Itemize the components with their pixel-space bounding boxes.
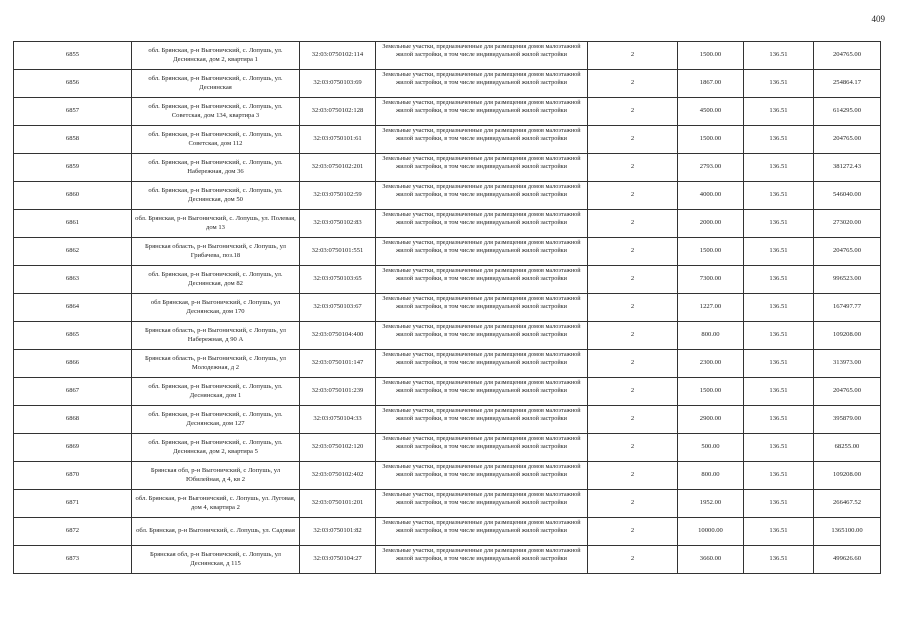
group-cell: 2 <box>588 154 678 182</box>
cadastral-number-cell: 32:03:0750101:82 <box>300 518 376 546</box>
land-use-cell: Земельные участки, предназначенные для размещения домов малоэтажной жилой застройки, в том числе индивидуальной жилой застройки <box>376 210 588 238</box>
specific-value-cell: 136.51 <box>744 350 814 378</box>
area-cell: 1500.00 <box>678 42 744 70</box>
land-use-cell: Земельные участки, предназначенные для размещения домов малоэтажной жилой застройки, в том числе индивидуальной жилой застройки <box>376 378 588 406</box>
address-cell: обл. Брянская, р-н Выгоничский, с. Лопушь, ул. Садовая <box>132 518 300 546</box>
land-use-cell: Земельные участки, предназначенные для размещения домов малоэтажной жилой застройки, в том числе индивидуальной жилой застройки <box>376 546 588 574</box>
land-use-cell: Земельные участки, предназначенные для размещения домов малоэтажной жилой застройки, в том числе индивидуальной жилой застройки <box>376 98 588 126</box>
address-cell: обл. Брянская, р-н Выгоничский, с. Лопушь, ул. Деснянская, дом 2, квартира 1 <box>132 42 300 70</box>
specific-value-cell: 136.51 <box>744 406 814 434</box>
specific-value-cell: 136.51 <box>744 210 814 238</box>
row-number-cell: 6863 <box>14 266 132 294</box>
address-cell: обл. Брянская, р-н Выгоничский, с. Лопушь, ул. Деснянская <box>132 70 300 98</box>
address-cell: обл. Брянская, р-н Выгоничский, с. Лопушь, ул. Деснянская, дом 50 <box>132 182 300 210</box>
specific-value-cell: 136.51 <box>744 98 814 126</box>
table-row <box>14 70 881 98</box>
row-number-cell: 6864 <box>14 294 132 322</box>
address-cell: обл. Брянская, р-н Выгоничский, с. Лопушь, ул. Советская, дом 112 <box>132 126 300 154</box>
specific-value-cell: 136.51 <box>744 266 814 294</box>
area-cell: 1227.00 <box>678 294 744 322</box>
cadastral-value-cell: 109208.00 <box>814 322 881 350</box>
area-cell: 4500.00 <box>678 98 744 126</box>
land-use-cell: Земельные участки, предназначенные для размещения домов малоэтажной жилой застройки, в том числе индивидуальной жилой застройки <box>376 70 588 98</box>
table-row <box>14 42 881 70</box>
specific-value-cell: 136.51 <box>744 182 814 210</box>
area-cell: 10000.00 <box>678 518 744 546</box>
group-cell: 2 <box>588 266 678 294</box>
address-cell: обл. Брянская, р-н Выгоничский, с. Лопушь, ул. Советская, дом 134, квартира 3 <box>132 98 300 126</box>
row-number-cell: 6862 <box>14 238 132 266</box>
area-cell: 1500.00 <box>678 126 744 154</box>
cadastral-value-cell: 68255.00 <box>814 434 881 462</box>
row-number-cell: 6855 <box>14 42 132 70</box>
cadastral-value-cell: 204765.00 <box>814 126 881 154</box>
address-cell: Брянская область, р-н Выгоничский, с Лопушь, ул Набережная, д 90 А <box>132 322 300 350</box>
specific-value-cell: 136.51 <box>744 154 814 182</box>
specific-value-cell: 136.51 <box>744 378 814 406</box>
area-cell: 4000.00 <box>678 182 744 210</box>
row-number-cell: 6870 <box>14 462 132 490</box>
group-cell: 2 <box>588 518 678 546</box>
specific-value-cell: 136.51 <box>744 238 814 266</box>
group-cell: 2 <box>588 42 678 70</box>
specific-value-cell: 136.51 <box>744 42 814 70</box>
cadastral-value-cell: 313973.00 <box>814 350 881 378</box>
table-row <box>14 322 881 350</box>
group-cell: 2 <box>588 182 678 210</box>
table-row <box>14 266 881 294</box>
land-use-cell: Земельные участки, предназначенные для размещения домов малоэтажной жилой застройки, в том числе индивидуальной жилой застройки <box>376 294 588 322</box>
group-cell: 2 <box>588 434 678 462</box>
cadastral-value-cell: 266467.52 <box>814 490 881 518</box>
group-cell: 2 <box>588 490 678 518</box>
table-row <box>14 294 881 322</box>
area-cell: 500.00 <box>678 434 744 462</box>
address-cell: обл. Брянская, р-н Выгоничский, с. Лопушь, ул. Луговая, дом 4, квартира 2 <box>132 490 300 518</box>
specific-value-cell: 136.51 <box>744 434 814 462</box>
row-number-cell: 6857 <box>14 98 132 126</box>
land-use-cell: Земельные участки, предназначенные для размещения домов малоэтажной жилой застройки, в том числе индивидуальной жилой застройки <box>376 154 588 182</box>
area-cell: 1500.00 <box>678 378 744 406</box>
land-use-cell: Земельные участки, предназначенные для размещения домов малоэтажной жилой застройки, в том числе индивидуальной жилой застройки <box>376 126 588 154</box>
area-cell: 2300.00 <box>678 350 744 378</box>
land-use-cell: Земельные участки, предназначенные для размещения домов малоэтажной жилой застройки, в том числе индивидуальной жилой застройки <box>376 518 588 546</box>
group-cell: 2 <box>588 350 678 378</box>
cadastral-value-cell: 381272.43 <box>814 154 881 182</box>
address-cell: обл. Брянская, р-н Выгоничский, с. Лопушь, ул. Деснянская, дом 82 <box>132 266 300 294</box>
cadastral-value-cell: 273020.00 <box>814 210 881 238</box>
area-cell: 800.00 <box>678 322 744 350</box>
table-row <box>14 98 881 126</box>
address-cell: обл Брянская, р-н Выгоничский, с Лопушь, ул Деснянская, дом 170 <box>132 294 300 322</box>
cadastral-number-cell: 32:03:0750102:59 <box>300 182 376 210</box>
group-cell: 2 <box>588 322 678 350</box>
row-number-cell: 6859 <box>14 154 132 182</box>
group-cell: 2 <box>588 294 678 322</box>
address-cell: Брянская область, р-н Выгоничский, с Лопушь, ул Молодежная, д 2 <box>132 350 300 378</box>
address-cell: обл. Брянская, р-н Выгоничский, с. Лопушь, ул. Деснянская, дом 127 <box>132 406 300 434</box>
table-row <box>14 154 881 182</box>
row-number-cell: 6865 <box>14 322 132 350</box>
table-row <box>14 434 881 462</box>
group-cell: 2 <box>588 462 678 490</box>
cadastral-value-cell: 614295.00 <box>814 98 881 126</box>
table-row <box>14 546 881 574</box>
specific-value-cell: 136.51 <box>744 322 814 350</box>
land-use-cell: Земельные участки, предназначенные для размещения домов малоэтажной жилой застройки, в том числе индивидуальной жилой застройки <box>376 42 588 70</box>
group-cell: 2 <box>588 378 678 406</box>
cadastral-number-cell: 32:03:0750103:65 <box>300 266 376 294</box>
cadastral-number-cell: 32:03:0750101:61 <box>300 126 376 154</box>
cadastral-value-cell: 204765.00 <box>814 238 881 266</box>
table-row <box>14 350 881 378</box>
address-cell: обл. Брянская, р-н Выгоничский, с. Лопушь, ул. Деснянская, дом 2, квартира 5 <box>132 434 300 462</box>
cadastral-value-cell: 254864.17 <box>814 70 881 98</box>
address-cell: обл. Брянская, р-н Выгоничский, с. Лопушь, ул. Деснянская, дом 1 <box>132 378 300 406</box>
table-row <box>14 378 881 406</box>
land-use-cell: Земельные участки, предназначенные для размещения домов малоэтажной жилой застройки, в том числе индивидуальной жилой застройки <box>376 350 588 378</box>
row-number-cell: 6869 <box>14 434 132 462</box>
land-use-cell: Земельные участки, предназначенные для размещения домов малоэтажной жилой застройки, в том числе индивидуальной жилой застройки <box>376 462 588 490</box>
land-parcels-table <box>13 41 881 574</box>
table-body <box>14 42 881 574</box>
area-cell: 1867.00 <box>678 70 744 98</box>
specific-value-cell: 136.51 <box>744 294 814 322</box>
land-use-cell: Земельные участки, предназначенные для размещения домов малоэтажной жилой застройки, в том числе индивидуальной жилой застройки <box>376 266 588 294</box>
address-cell: Брянская обл, р-н Выгоничский, с Лопушь, ул Юбилейная, д 4, кв 2 <box>132 462 300 490</box>
table-row <box>14 126 881 154</box>
cadastral-number-cell: 32:03:0750104:33 <box>300 406 376 434</box>
cadastral-value-cell: 1365100.00 <box>814 518 881 546</box>
area-cell: 7300.00 <box>678 266 744 294</box>
area-cell: 2000.00 <box>678 210 744 238</box>
cadastral-number-cell: 32:03:0750102:201 <box>300 154 376 182</box>
specific-value-cell: 136.51 <box>744 126 814 154</box>
group-cell: 2 <box>588 98 678 126</box>
area-cell: 1952.00 <box>678 490 744 518</box>
cadastral-number-cell: 32:03:0750102:402 <box>300 462 376 490</box>
cadastral-number-cell: 32:03:0750104:27 <box>300 546 376 574</box>
cadastral-number-cell: 32:03:0750102:120 <box>300 434 376 462</box>
area-cell: 800.00 <box>678 462 744 490</box>
cadastral-number-cell: 32:03:0750102:114 <box>300 42 376 70</box>
row-number-cell: 6867 <box>14 378 132 406</box>
cadastral-value-cell: 996523.00 <box>814 266 881 294</box>
table-row <box>14 406 881 434</box>
cadastral-number-cell: 32:03:0750104:400 <box>300 322 376 350</box>
specific-value-cell: 136.51 <box>744 462 814 490</box>
table-row <box>14 518 881 546</box>
cadastral-value-cell: 204765.00 <box>814 378 881 406</box>
address-cell: обл. Брянская, р-н Выгоничский, с. Лопушь, ул. Набережная, дом 36 <box>132 154 300 182</box>
table-row <box>14 182 881 210</box>
land-use-cell: Земельные участки, предназначенные для размещения домов малоэтажной жилой застройки, в том числе индивидуальной жилой застройки <box>376 238 588 266</box>
group-cell: 2 <box>588 406 678 434</box>
area-cell: 2900.00 <box>678 406 744 434</box>
cadastral-number-cell: 32:03:0750101:239 <box>300 378 376 406</box>
row-number-cell: 6868 <box>14 406 132 434</box>
row-number-cell: 6872 <box>14 518 132 546</box>
address-cell: Брянская область, р-н Выгоничский, с Лопушь, ул Грибачева, поз.18 <box>132 238 300 266</box>
table-row <box>14 210 881 238</box>
address-cell: Брянская обл, р-н Выгоничский, с. Лопушь, ул Деснянская, д 115 <box>132 546 300 574</box>
group-cell: 2 <box>588 126 678 154</box>
address-cell: обл. Брянская, р-н Выгоничский, с. Лопушь, ул. Полевая, дом 13 <box>132 210 300 238</box>
cadastral-value-cell: 395879.00 <box>814 406 881 434</box>
land-use-cell: Земельные участки, предназначенные для размещения домов малоэтажной жилой застройки, в том числе индивидуальной жилой застройки <box>376 182 588 210</box>
land-use-cell: Земельные участки, предназначенные для размещения домов малоэтажной жилой застройки, в том числе индивидуальной жилой застройки <box>376 490 588 518</box>
row-number-cell: 6858 <box>14 126 132 154</box>
group-cell: 2 <box>588 238 678 266</box>
table-row <box>14 490 881 518</box>
cadastral-value-cell: 167497.77 <box>814 294 881 322</box>
row-number-cell: 6873 <box>14 546 132 574</box>
cadastral-value-cell: 546040.00 <box>814 182 881 210</box>
specific-value-cell: 136.51 <box>744 546 814 574</box>
specific-value-cell: 136.51 <box>744 518 814 546</box>
row-number-cell: 6866 <box>14 350 132 378</box>
cadastral-value-cell: 109208.00 <box>814 462 881 490</box>
row-number-cell: 6871 <box>14 490 132 518</box>
land-use-cell: Земельные участки, предназначенные для размещения домов малоэтажной жилой застройки, в том числе индивидуальной жилой застройки <box>376 322 588 350</box>
specific-value-cell: 136.51 <box>744 490 814 518</box>
land-use-cell: Земельные участки, предназначенные для размещения домов малоэтажной жилой застройки, в том числе индивидуальной жилой застройки <box>376 406 588 434</box>
specific-value-cell: 136.51 <box>744 70 814 98</box>
cadastral-number-cell: 32:03:0750103:67 <box>300 294 376 322</box>
cadastral-number-cell: 32:03:0750102:83 <box>300 210 376 238</box>
land-use-cell: Земельные участки, предназначенные для размещения домов малоэтажной жилой застройки, в том числе индивидуальной жилой застройки <box>376 434 588 462</box>
area-cell: 2793.00 <box>678 154 744 182</box>
cadastral-number-cell: 32:03:0750101:551 <box>300 238 376 266</box>
area-cell: 3660.00 <box>678 546 744 574</box>
table-row <box>14 462 881 490</box>
cadastral-value-cell: 499626.60 <box>814 546 881 574</box>
group-cell: 2 <box>588 546 678 574</box>
cadastral-number-cell: 32:03:0750101:201 <box>300 490 376 518</box>
table-row <box>14 238 881 266</box>
row-number-cell: 6856 <box>14 70 132 98</box>
area-cell: 1500.00 <box>678 238 744 266</box>
cadastral-number-cell: 32:03:0750101:147 <box>300 350 376 378</box>
row-number-cell: 6861 <box>14 210 132 238</box>
group-cell: 2 <box>588 210 678 238</box>
page-number: 409 <box>871 14 885 24</box>
group-cell: 2 <box>588 70 678 98</box>
row-number-cell: 6860 <box>14 182 132 210</box>
cadastral-number-cell: 32:03:0750103:69 <box>300 70 376 98</box>
cadastral-value-cell: 204765.00 <box>814 42 881 70</box>
cadastral-number-cell: 32:03:0750102:128 <box>300 98 376 126</box>
